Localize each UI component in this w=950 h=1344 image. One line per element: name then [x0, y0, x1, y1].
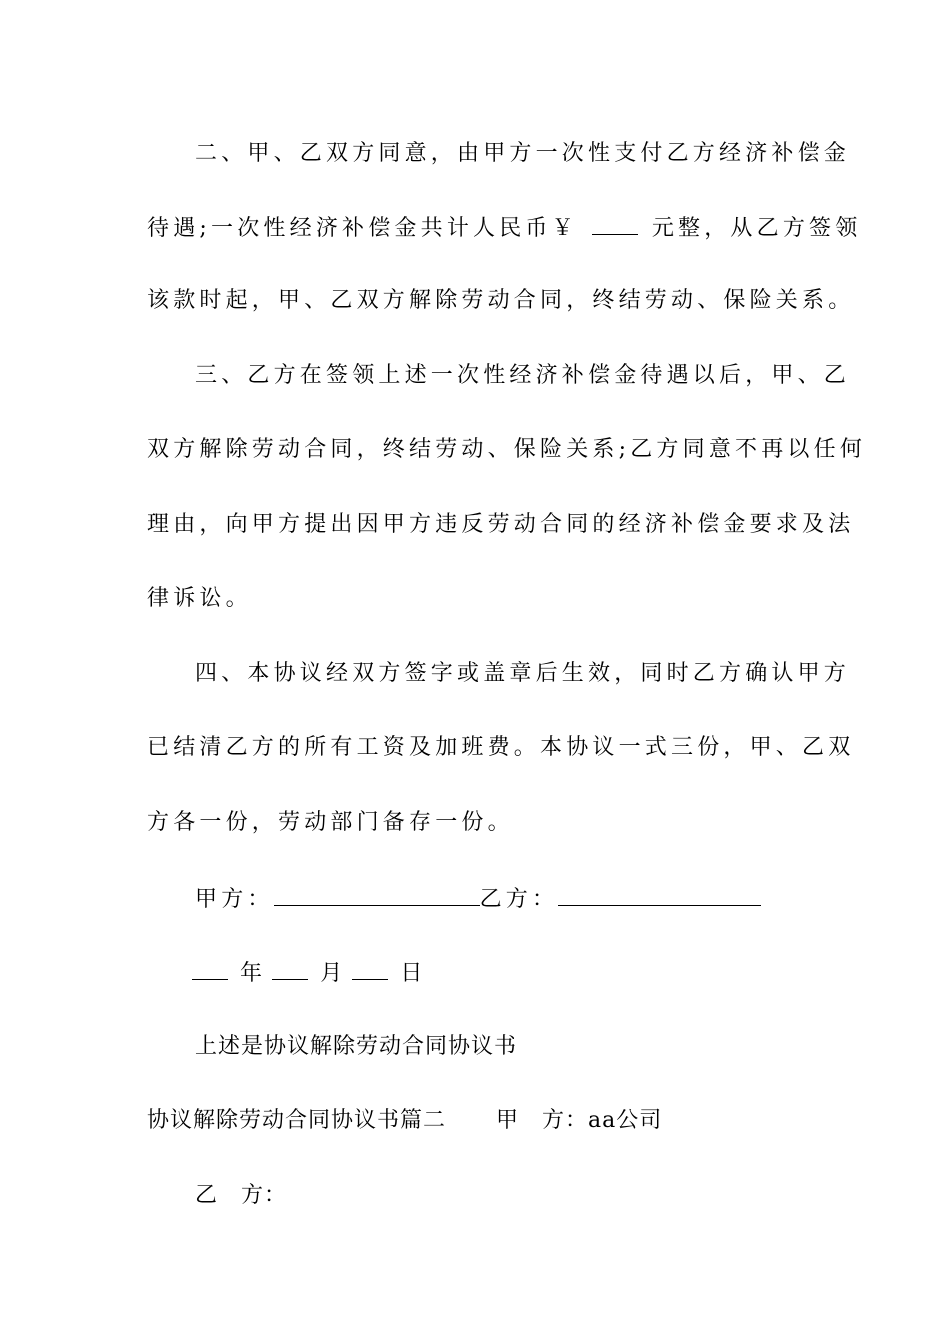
party-b-label: 乙方： — [479, 887, 559, 912]
paragraph-4-line-2: 已结清乙方的所有工资及加班费。本协议一式三份，甲、乙双 — [147, 735, 855, 760]
day-label: 日 — [400, 961, 427, 986]
closing-text: 上述是协议解除劳动合同协议书 — [195, 1034, 518, 1059]
party-a-signature-blank — [274, 883, 480, 906]
signature-line — [195, 883, 855, 915]
month-label: 月 — [320, 961, 347, 986]
paragraph-2-line-2-start: 待遇;一次性经济补偿金共计人民币￥ — [147, 216, 578, 241]
party-b-signature-blank — [558, 883, 761, 906]
section-2-party-a: 甲 方：aa公司 — [496, 1108, 663, 1133]
month-blank — [272, 957, 308, 980]
amount-blank — [592, 212, 638, 235]
paragraph-2-line-3: 该款时起，甲、乙双方解除劳动合同，终结劳动、保险关系。 — [147, 288, 855, 313]
section-2-heading-line — [147, 1106, 807, 1136]
year-label: 年 — [240, 961, 267, 986]
section-2-title: 协议解除劳动合同协议书篇二 — [147, 1108, 447, 1133]
paragraph-4-line-3: 方各一份，劳动部门备存一份。 — [147, 810, 514, 835]
date-line — [192, 957, 852, 989]
paragraph-2-line-2-end: 元整，从乙方签领 — [651, 216, 862, 241]
paragraph-3-line-4: 律诉讼。 — [147, 586, 252, 611]
paragraph-3-line-3: 理由，向甲方提出因甲方违反劳动合同的经济补偿金要求及法 — [147, 512, 855, 537]
party-a-label: 甲方： — [195, 887, 274, 912]
day-blank — [352, 957, 388, 980]
paragraph-4-line-1: 四、本协议经双方签字或盖章后生效，同时乙方确认甲方 — [195, 661, 851, 686]
paragraph-2-line-2 — [147, 212, 862, 244]
paragraph-3-line-1: 三、乙方在签领上述一次性经济补偿金待遇以后，甲、乙 — [195, 363, 851, 388]
paragraph-3-line-2: 双方解除劳动合同，终结劳动、保险关系;乙方同意不再以任何 — [147, 437, 867, 462]
section-2-party-b: 乙 方： — [195, 1183, 288, 1208]
year-blank — [192, 957, 228, 980]
paragraph-2-line-1: 二、甲、乙双方同意，由甲方一次性支付乙方经济补偿金 — [195, 141, 851, 166]
